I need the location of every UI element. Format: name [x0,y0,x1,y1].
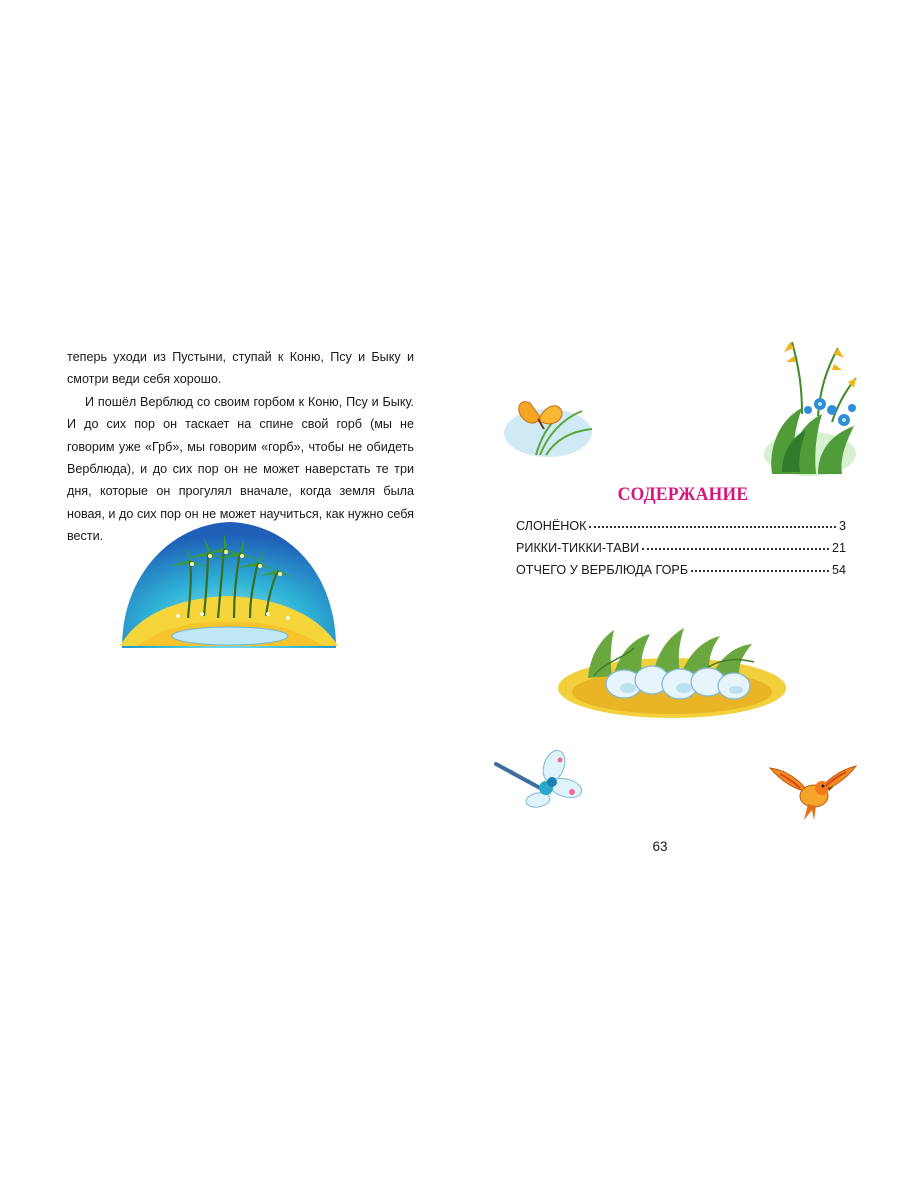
toc-entry[interactable] [516,563,846,585]
dragonfly-illustration [488,750,584,814]
butterfly-illustration [500,383,600,463]
toc-entry-page: 21 [831,541,846,555]
toc-leader-dots [589,525,836,528]
toc-entry-title: РИККИ-ТИККИ-ТАВИ [516,541,640,555]
palm-oasis-illustration [118,518,340,652]
toc-entry-page: 54 [831,563,846,577]
toc-entry-title: СЛОНЁНОК [516,519,587,533]
page-number: 63 [652,839,668,854]
flowers-illustration [762,334,862,478]
table-of-contents [516,519,846,585]
toc-leader-dots [642,547,829,550]
toc-entry-title: ОТЧЕГО У ВЕРБЛЮДА ГОРБ [516,563,689,577]
paragraph: И пошёл Верблюд со своим горбом к Коню, Псу и Быку. И до сих пор он таскает на спине свой горб (мы не говорим уже «Грб», мы говорим «горб», чтобы не обидеть Верблюда), и до сих пор он не может наверстать те три дня, которые он прогулял вначале, когда земля была новая, и до сих пор он не может научиться, как нужно себя вести. [67,394,414,544]
toc-title: СОДЕРЖАНИЕ [617,484,749,505]
paragraph: теперь уходи из Пустыни, ступай к Коню, Псу и Быку и смотри веди себя хорошо. [67,350,414,387]
toc-leader-dots [691,569,829,572]
bird-illustration [766,758,860,824]
toc-entry-page: 3 [838,519,846,533]
toc-entry[interactable] [516,519,846,541]
right-page [450,0,900,1200]
eggs-nest-illustration [554,618,790,722]
toc-entry[interactable] [516,541,846,563]
